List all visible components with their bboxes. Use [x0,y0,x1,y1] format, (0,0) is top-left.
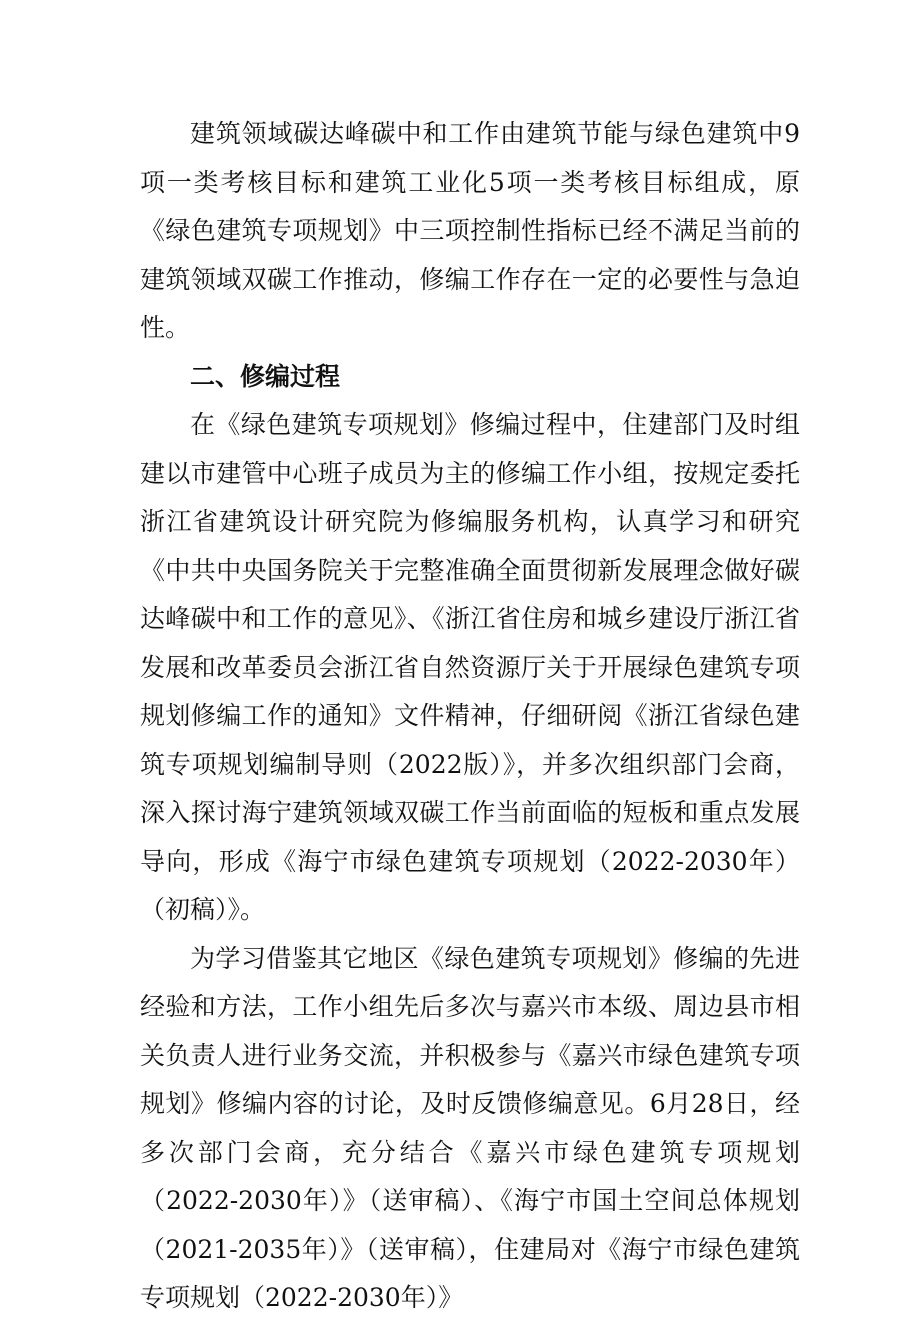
paragraph-learning-exchange: 为学习借鉴其它地区《绿色建筑专项规划》修编的先进经验和方法，工作小组先后多次与嘉兴市本级、周边县市相关负责人进行业务交流，并积极参与《嘉兴市绿色建筑专项规划》修编内容的讨论，及时反馈修编意见。6月28日，经多次部门会商，充分结合《嘉兴市绿色建筑专项规划（2022-2030年）》（送审稿）、《海宁市国土空间总体规划（2021-2035年）》（送审稿），住建局对《海宁市绿色建筑专项规划（2022-2030年）》 [140,943,800,1312]
section-heading-revision-process: 二、修编过程 [190,361,341,391]
paragraph-carbon-goals: 建筑领域碳达峰碳中和工作由建筑节能与绿色建筑中9项一类考核目标和建筑工业化5项一类考核目标组成，原《绿色建筑专项规划》中三项控制性指标已经不满足当前的建筑领域双碳工作推动，修编工作存在一定的必要性与急迫性。 [140,119,800,342]
paragraph-revision-process: 在《绿色建筑专项规划》修编过程中，住建部门及时组建以市建管中心班子成员为主的修编工作小组，按规定委托浙江省建筑设计研究院为修编服务机构，认真学习和研究《中共中央国务院关于完整准确全面贯彻新发展理念做好碳达峰碳中和工作的意见》、《浙江省住房和城乡建设厅浙江省发展和改革委员会浙江省自然资源厅关于开展绿色建筑专项规划修编工作的通知》文件精神，仔细研阅《浙江省绿色建筑专项规划编制导则（2022版）》，并多次组织部门会商，深入探讨海宁建筑领域双碳工作当前面临的短板和重点发展导向，形成《海宁市绿色建筑专项规划（2022-2030年）（初稿）》。 [140,410,800,924]
document-body [140,110,800,1323]
